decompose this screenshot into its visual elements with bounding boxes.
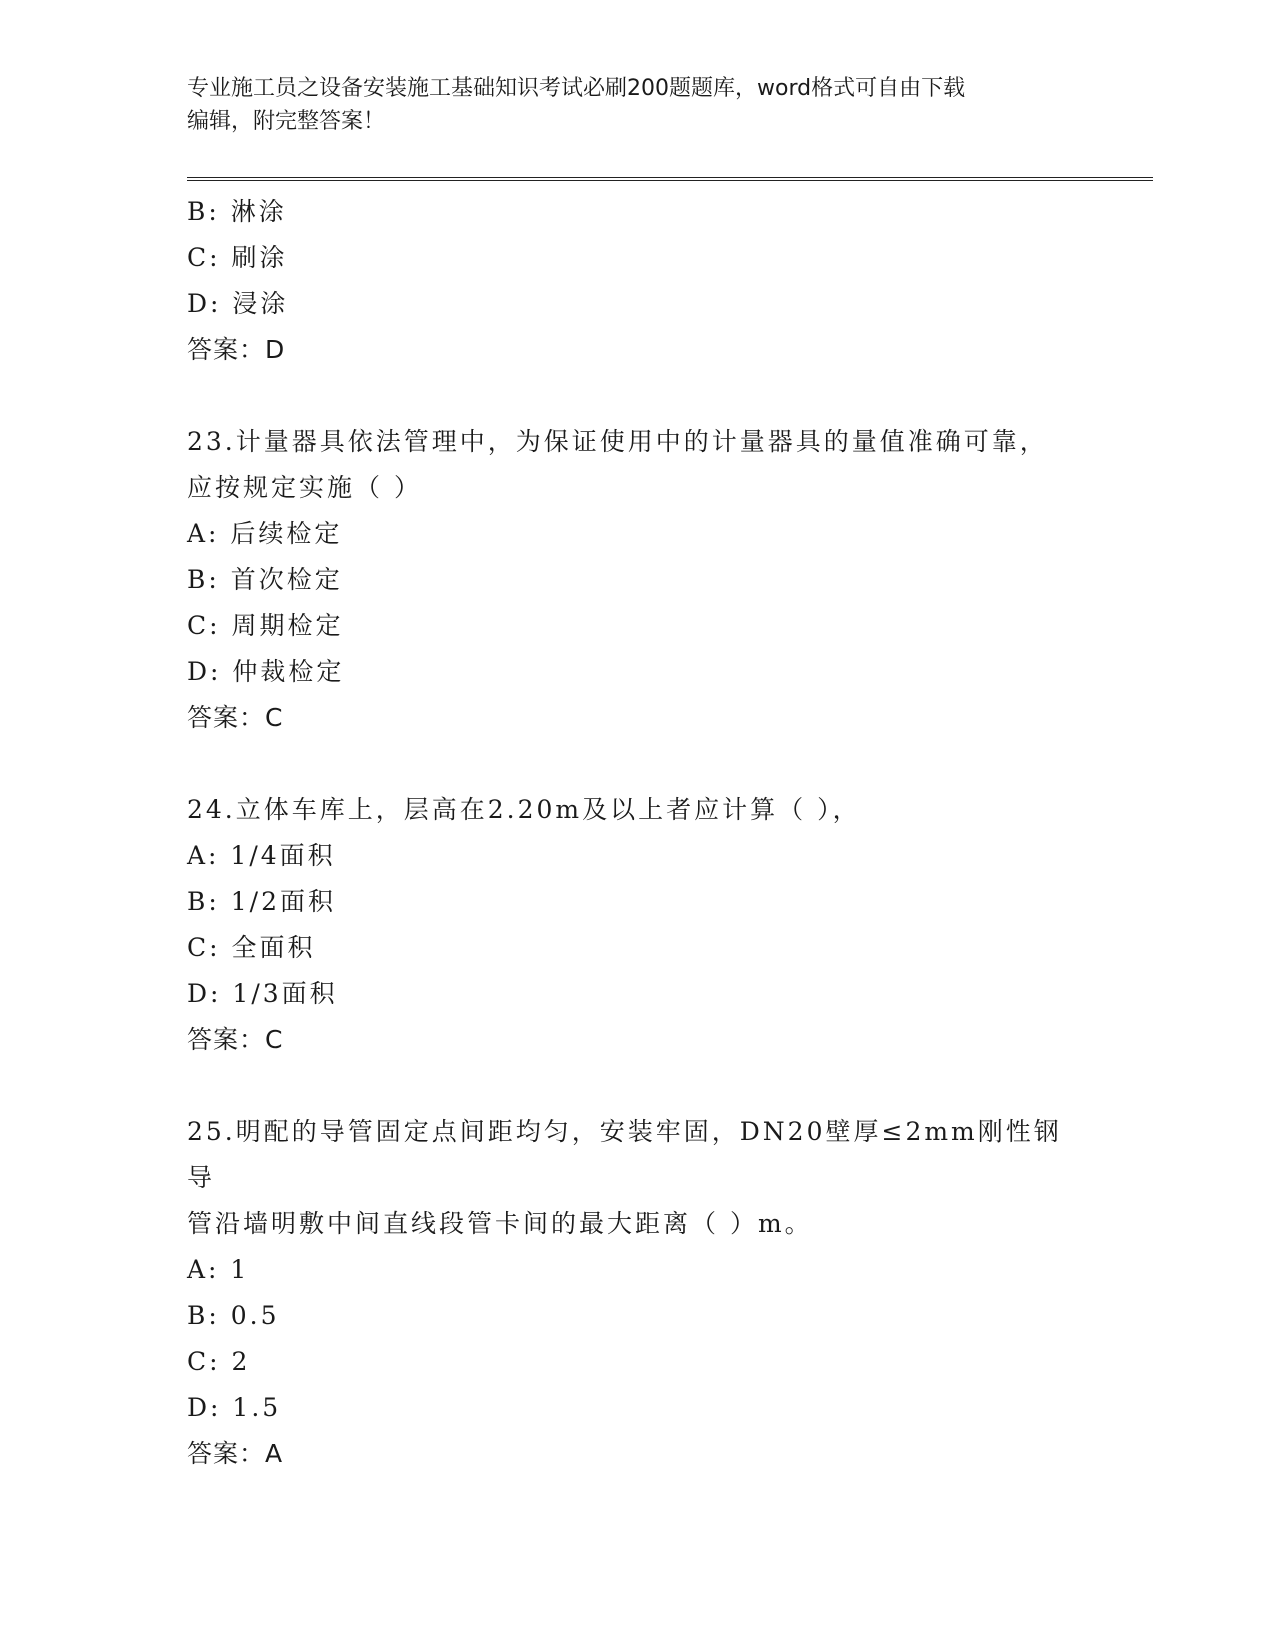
- option-d: D: 浸涂: [187, 289, 289, 318]
- option-b: B: 首次检定: [187, 565, 343, 594]
- option-c: C: 2: [187, 1347, 251, 1376]
- question-stem: [187, 419, 1087, 511]
- question-stem-line-1: 24.立体车库上，层高在2.20m及以上者应计算（ ），: [187, 795, 861, 824]
- spacer: [187, 741, 1087, 787]
- option-a: A: 后续检定: [187, 519, 343, 548]
- option-c: C: 全面积: [187, 933, 316, 962]
- question-22: [187, 189, 1087, 373]
- option-d: D: 1.5: [187, 1393, 282, 1422]
- answer-text: 答案：D: [187, 335, 286, 364]
- option-b: B: 1/2面积: [187, 887, 336, 916]
- option-b: B: 淋涂: [187, 197, 287, 226]
- option-d: D: 1/3面积: [187, 979, 338, 1008]
- question-stem: [187, 787, 1087, 833]
- option-a: A: 1/4面积: [187, 841, 336, 870]
- question-24: [187, 787, 1087, 1063]
- question-list: [187, 189, 1087, 1477]
- option-b: B: 0.5: [187, 1301, 280, 1330]
- option-c: C: 周期检定: [187, 611, 344, 640]
- answer-text: 答案：C: [187, 1025, 284, 1054]
- document-header: [187, 72, 1087, 138]
- question-stem: [187, 1109, 1087, 1247]
- question-23: [187, 419, 1087, 741]
- option-c: C: 刷涂: [187, 243, 288, 272]
- header-divider: [187, 177, 1153, 181]
- question-25: [187, 1109, 1087, 1477]
- question-stem-line-1: 25.明配的导管固定点间距均匀，安装牢固，DN20壁厚≤2mm刚性钢导: [187, 1117, 1062, 1192]
- answer-text: 答案：A: [187, 1439, 284, 1468]
- spacer: [187, 1063, 1087, 1109]
- answer-text: 答案：C: [187, 703, 284, 732]
- option-a: A: 1: [187, 1255, 250, 1284]
- question-stem-line-1: 23.计量器具依法管理中，为保证使用中的计量器具的量值准确可靠，: [187, 427, 1048, 456]
- header-title-line-2: 编辑，附完整答案！: [187, 109, 386, 134]
- question-stem-line-2: 管沿墙明敷中间直线段管卡间的最大距离（ ）m。: [187, 1209, 813, 1238]
- spacer: [187, 373, 1087, 419]
- header-title-line-1: 专业施工员之设备安装施工基础知识考试必刷200题题库，word格式可自由下载: [187, 76, 966, 101]
- question-stem-line-2: 应按规定实施（ ）: [187, 473, 422, 502]
- option-d: D: 仲裁检定: [187, 657, 345, 686]
